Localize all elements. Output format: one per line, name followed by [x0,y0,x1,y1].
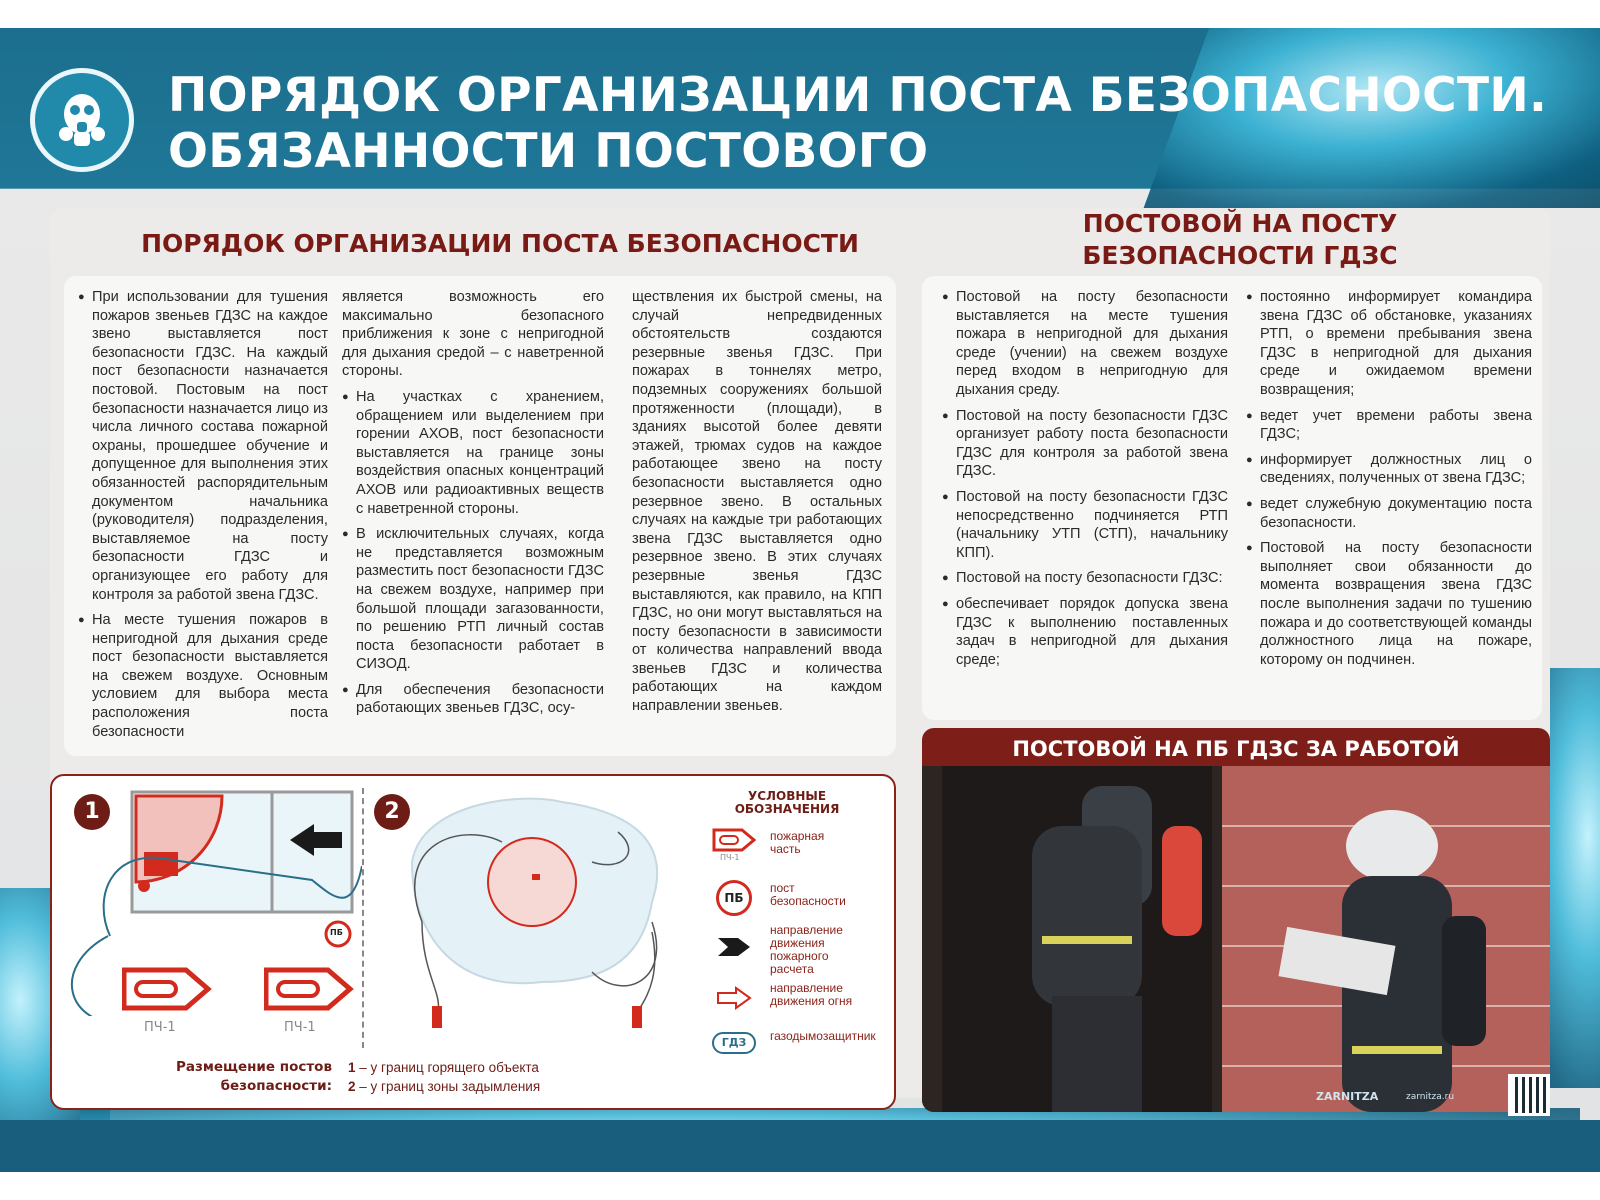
caption-item-1-num: 1 [348,1060,356,1075]
header [0,28,1600,188]
caption-item-1-text: – у границ горящего объекта [355,1060,539,1075]
caption-label-line1: Размещение постов [175,1059,332,1075]
caption-item-2 [348,1077,668,1096]
pch-label-a: ПЧ-1 [144,1020,176,1035]
diagram-divider [362,788,364,1048]
photo-title: ПОСТОВОЙ НА ПБ ГДЗС ЗА РАБОТОЙ [922,728,1550,770]
page-title [168,68,1547,180]
gas-mask-icon [30,68,134,172]
legend-firefighter-icon [712,1032,756,1054]
page-title-line2: ОБЯЗАННОСТИ ПОСТОВОГО [168,124,929,179]
left-col2-para-1: является возможность его максимально безопасного приближения к зоне с непригодной для дыхания средой – с наветренной стороны. [342,289,604,380]
legend-title-line1: УСЛОВНЫЕ [747,789,827,803]
legend-text-fire-direction: направление движения огня [770,981,853,1008]
fire-truck-icon [264,966,354,1016]
poster [0,28,1600,1172]
right-col-1 [942,288,1228,676]
right-section-title-line1: ПОСТОВОЙ НА ПОСТУ [1082,209,1398,238]
left-col2-para-3: ● В исключительных случаях, когда не представляется возможным разместить пост безопасности ГДЗС на свежем воздухе, например при большой площади загазованности, по решению РТП личный состав поста безопасности работает в СИЗОД. [342,525,604,674]
scheme-2 [382,782,682,1052]
legend-mark-pb: ПБ [724,891,744,905]
caption-item-2-num: 2 [348,1079,356,1094]
footer-brand: ZARNITZA [1316,1090,1379,1103]
right-col2-para-5: ● Постовой на посту безопасности выполняет свои обязанности до момента возвращения звена ГДЗС после выполнения задачи по тушению пожара и до соответствующей команды должностного лица на пожаре, которому он подчинен. [1246,539,1532,669]
left-section-title: ПОРЯДОК ОРГАНИЗАЦИИ ПОСТА БЕЗОПАСНОСТИ [141,229,859,258]
footer-url: zarnitza.ru [1406,1092,1455,1102]
diagram-caption-label [152,1058,332,1096]
footer-bar [0,1120,1600,1172]
legend-crew-direction-icon [716,936,752,962]
pb-label-scheme1: ПБ [330,928,343,937]
diagram-number-1: 1 [74,794,110,830]
legend-title [712,790,862,816]
left-col1-para-2: ● На месте тушения пожаров в непригодной для дыхания среде пост безопасности выставляется на свежем воздухе. Основным условием для выбора места расположения поста безопасности [78,611,328,741]
right-section-title-line2: БЕЗОПАСНОСТИ ГДЗС [1082,241,1398,270]
legend-mark-pch: ПЧ-1 [720,853,740,862]
right-col2-para-4: ● ведет служебную документацию поста безопасности. [1246,495,1532,532]
diagram-number-2: 2 [374,794,410,830]
legend-text-fire-department: пожарная часть [770,829,825,856]
left-col3-para-1: ществления их быстрой смены, на случай непредвиденных обстоятельств создаются резервные звенья ГДЗС. При пожарах в тоннелях метро, подземных сооружениях большой протяженности (площади), в зданиях высотой более девяти этажей, трюмах судов на каждое работающее звено на посту безопасности выставляется одно резервное звено. В остальных случаях на каждые три работающих звена ГДЗС выставляется одно резервное звено. В этих случаях резервные звенья ГДЗС выставляются, как правило, на КПП ГДЗС, но они могут выставляться на посту безопасности в зависимости от количества направлений ввода звеньев ГДЗС и количества работающих на каждом направлении звеньев. [632,289,882,715]
legend-text-crew-direction: направление движения пожарного расчета [770,923,843,976]
pch-label-b: ПЧ-1 [284,1020,316,1035]
caption-item-2-text: – у границ зоны задымления [355,1079,541,1094]
legend-fire-truck-icon [712,828,756,856]
legend-fire-direction-icon [716,986,752,1014]
legend-post-icon [716,880,752,916]
right-section-title [930,208,1550,272]
left-col2-para-2: ● На участках с хранением, обращением или выделением при горении АХОВ, пост безопасности выставляется на границе зоны воздействия опасных концентраций АХОВ или радиоактивных веществ с наветренной стороны. [342,388,604,518]
legend-text-safety-post: пост безопасности [770,881,846,908]
caption-item-1 [348,1058,668,1077]
legend-mark-gdz: ГДЗ [721,1036,747,1049]
right-col1-para-3: ● Постовой на посту безопасности ГДЗС непосредственно подчиняется РТП (начальнику УТП (СТП), начальнику КПП). [942,488,1228,562]
right-col1-para-5: ● обеспечивает порядок допуска звена ГДЗС к выполнению поставленных задач в непригодной для дыхания среде; [942,595,1228,669]
caption-label-line2: безопасности: [220,1078,332,1094]
right-col2-para-2: ● ведет учет времени работы звена ГДЗС; [1246,407,1532,444]
placement-diagram [50,774,896,1110]
legend-text-firefighter: газодымозащитник [770,1029,876,1043]
page-title-line1: ПОРЯДОК ОРГАНИЗАЦИИ ПОСТА БЕЗОПАСНОСТИ. [168,68,1548,123]
left-col-2 [342,288,604,725]
photo-firefighters [922,766,1550,1112]
right-col-2 [1246,288,1532,676]
left-col-3 [632,288,882,723]
qr-code-icon [1508,1074,1550,1116]
fire-truck-icon [122,966,212,1016]
right-col1-para-4: ● Постовой на посту безопасности ГДЗС: [942,569,1228,588]
right-col1-para-1: ● Постовой на посту безопасности выставляется на месте тушения пожара в непригодной для дыхания среде (учении) на свежем воздухе перед входом в непригодную для дыхания среду. [942,288,1228,400]
right-col2-para-3: ● информирует должностных лиц о сведениях, полученных от звена ГДЗС; [1246,451,1532,488]
legend-title-line2: ОБОЗНАЧЕНИЯ [734,802,840,816]
left-col1-para-1: ● При использовании для тушения пожаров звеньев ГДЗС на каждое звено выставляется пост безопасности ГДЗС. На каждый пост безопасности назначается постовой. Постовым на пост безопасности назначается лицо из числа личного состава пожарной охраны, прошедшее обучение и допущенное для выполнения этих обязанностей распорядительным документом начальника (руководителя) подразделения, выставляемое на посту безопасности ГДЗС и организующее его работу для контроля за работой звена ГДЗС. [78,288,328,604]
left-col2-para-4: ● Для обеспечения безопасности работающих звеньев ГДЗС, осу- [342,681,604,718]
right-col2-para-1: ● постоянно информирует командира звена ГДЗС об обстановке, указаниях РТП, о времени пребывания звена ГДЗС в непригодной для дыхания среде и ожидаемом времени возвращения; [1246,288,1532,400]
diagram-caption-items [348,1058,668,1096]
right-col1-para-2: ● Постовой на посту безопасности ГДЗС организует работу поста безопасности ГДЗС для контроля за работой звена ГДЗС. [942,407,1228,481]
left-col-1 [78,288,328,748]
